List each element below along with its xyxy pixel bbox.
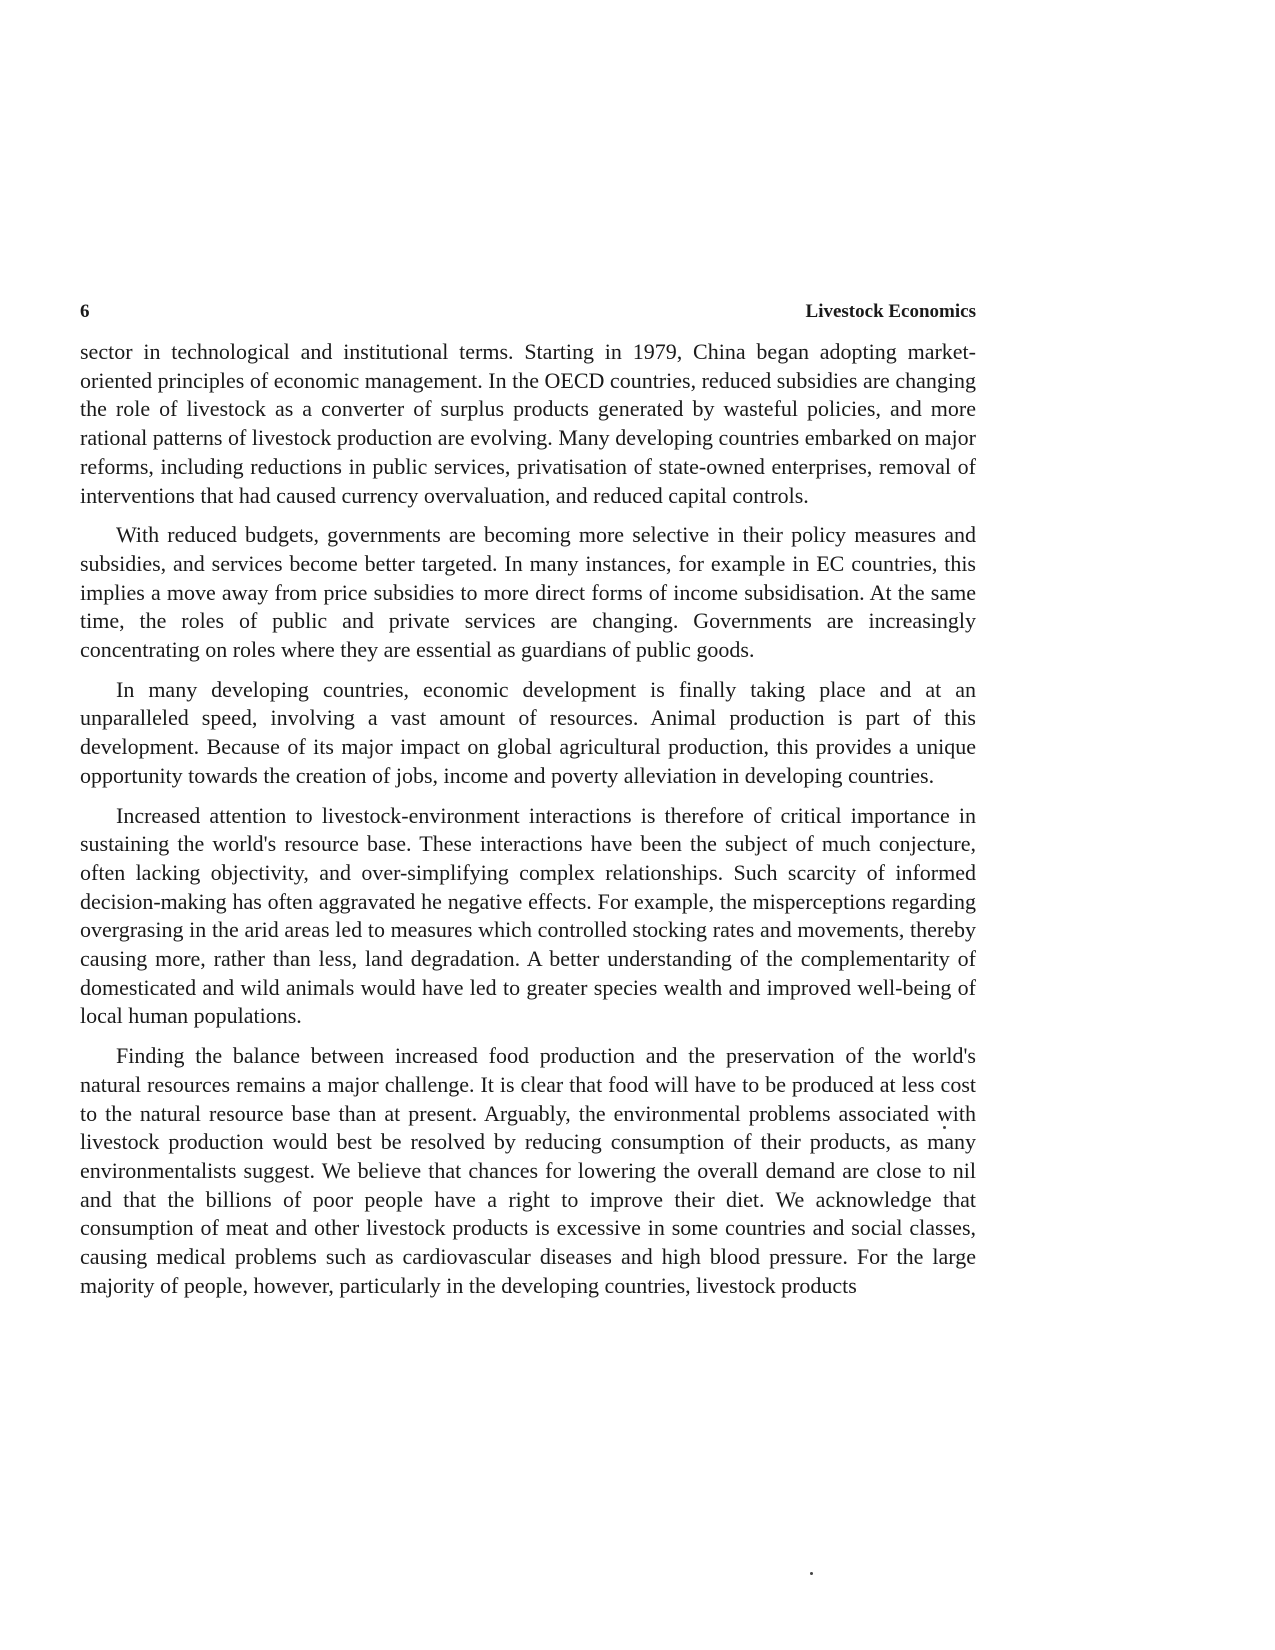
paragraph-3: In many developing countries, economic development is finally taking place and at an unparalleled speed, involving a vast amount of resources. Animal production is part of this development. Because of its major impact on global agricultural production, this provides a unique opportunity towards the creation of jobs, income and poverty alleviation in developing countries. — [80, 676, 976, 788]
scan-speck — [810, 1572, 813, 1575]
scan-speck — [943, 1126, 946, 1129]
page-number: 6 — [80, 301, 90, 322]
body-text — [80, 338, 976, 1301]
paragraph-4: Increased attention to livestock-environment interactions is therefore of critical importance in sustaining the world's resource base. These interactions have been the subject of much conjecture, often lacking objectivity, and over-simplifying complex relationships. Such scarcity of informed decision-making has often aggravated he negative effects. For example, the misperceptions regarding overgrasing in the arid areas led to measures which controlled stocking rates and movements, thereby causing more, rather than less, land degradation. A better understanding of the complementarity of domesticated and wild animals would have led to greater species wealth and improved well-being of local human populations. — [80, 802, 976, 1029]
running-title: Livestock Economics — [805, 301, 976, 322]
running-header — [80, 300, 976, 324]
paragraph-1: sector in technological and institutional terms. Starting in 1979, China began adopting market-oriented principles of economic management. In the OECD countries, reduced subsidies are changing the role of livestock as a converter of surplus products generated by wasteful policies, and more rational patterns of livestock production are evolving. Many developing countries embarked on major reforms, including reductions in public services, privatisation of state-owned enterprises, removal of interventions that had caused currency overvaluation, and reduced capital controls. — [80, 339, 976, 508]
paragraph-5: Finding the balance between increased food production and the preservation of the world's natural resources remains a major challenge. It is clear that food will have to be produced at less cost to the natural resource base than at present. Arguably, the environmental problems associated with livestock production would best be resolved by reducing consumption of their products, as many environmentalists suggest. We believe that chances for lowering the overall demand are close to nil and that the billions of poor people have a right to improve their diet. We acknowledge that consumption of meat and other livestock products is excessive in some countries and social classes, causing medical problems such as cardiovascular diseases and high blood pressure. For the large majority of people, however, particularly in the developing countries, livestock products — [80, 1043, 976, 1298]
document-page — [80, 300, 976, 1312]
paragraph-2: With reduced budgets, governments are becoming more selective in their policy measures and subsidies, and services become better targeted. In many instances, for example in EC countries, this implies a move away from price subsidies to more direct forms of income subsidisation. At the same time, the roles of public and private services are changing. Governments are increasingly concentrating on roles where they are essential as guardians of public goods. — [80, 522, 976, 663]
